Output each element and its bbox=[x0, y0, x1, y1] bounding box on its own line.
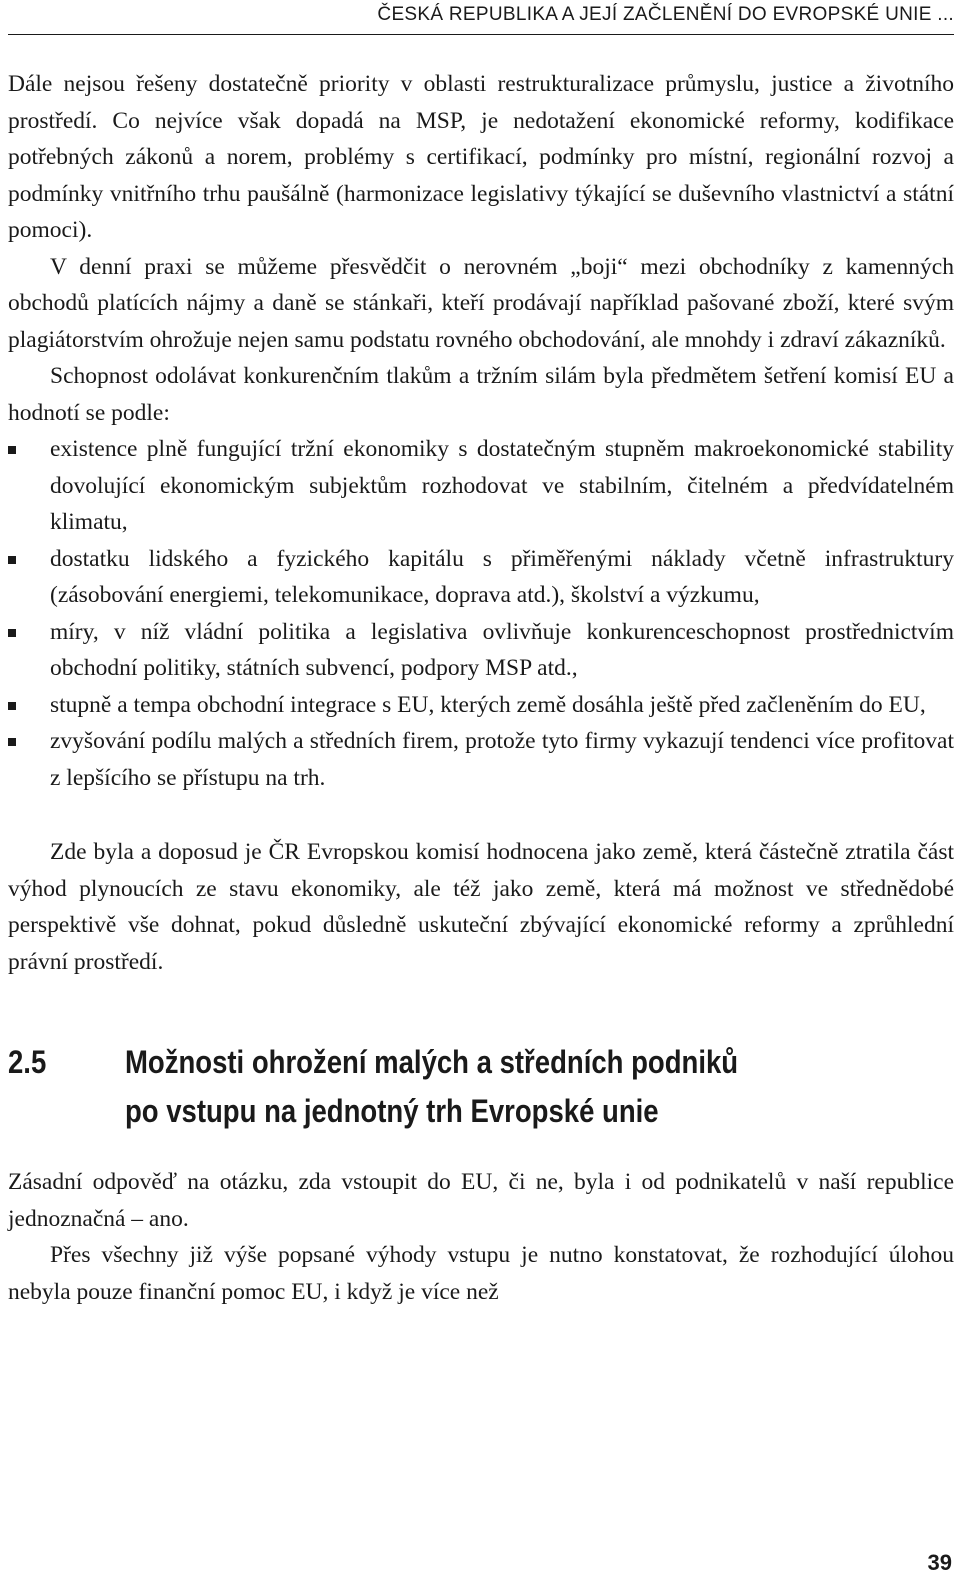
square-bullet-icon bbox=[8, 446, 16, 454]
page-content bbox=[8, 66, 954, 1310]
criteria-list bbox=[8, 431, 954, 796]
square-bullet-icon bbox=[8, 629, 16, 637]
list-item: míry, v níž vládní politika a legislativa ovlivňuje konkurenceschopnost prostřednictvím obchodní politiky, státních subvencí, podpory MSP atd., bbox=[8, 614, 954, 687]
running-header bbox=[8, 4, 954, 35]
list-item: dostatku lidského a fyzického kapitálu s přiměřenými náklady včetně infrastruktury (zásobování energiemi, telekomunikace, doprava atd.), školství a výzkumu, bbox=[8, 541, 954, 614]
paragraph-evaluation: Zde byla a doposud je ČR Evropskou komisí hodnocena jako země, která částečně ztratila část výhod plynoucích ze stavu ekonomiky, ale též jako země, která má možnost ve střednědobé perspektivě vše dohnat, pokud důsledně uskuteční zbývající ekonomické reformy a zprůhlední právní prostředí. bbox=[8, 839, 954, 975]
list-item: zvyšování podílu malých a středních firem, protože tyto firmy vykazují tendenci více profitovat z lepšícího se přístupu na trh. bbox=[8, 723, 954, 796]
list-item: stupně a tempa obchodní integrace s EU, kterých země dosáhla ještě před začleněním do EU, bbox=[8, 687, 954, 724]
paragraph-priorities: Dále nejsou řešeny dostatečně priority v oblasti restrukturalizace průmyslu, justice a životního prostředí. Co nejvíce však dopadá na MSP, je nedotažení ekonomické reformy, kodifikace potřebných zákonů a norem, problémy s certifikací, podmínky pro místní, regionální rozvoj a podmínky vnitřního trhu paušálně (harmonizace legislativy týkající se duševního vlastnictví a státní pomoci). bbox=[8, 71, 954, 243]
square-bullet-icon bbox=[8, 702, 16, 710]
page-number: 39 bbox=[927, 1550, 952, 1575]
section-heading bbox=[8, 1038, 822, 1136]
paragraph-competitiveness: Schopnost odolávat konkurenčním tlakům a tržním silám byla předmětem šetření komisí EU a hodnotí se podle: bbox=[8, 363, 954, 426]
paragraph-advantages: Přes všechny již výše popsané výhody vstupu je nutno konstatovat, že rozhodující úlohou nebyla pouze finanční pomoc EU, i když je více než bbox=[8, 1242, 954, 1305]
section-number: 2.5 bbox=[8, 1044, 47, 1080]
running-title: ČESKÁ REPUBLIKA A JEJÍ ZAČLENĚNÍ DO EVROPSKÉ UNIE ... bbox=[377, 4, 954, 25]
square-bullet-icon bbox=[8, 556, 16, 564]
paragraph-answer: Zásadní odpověď na otázku, zda vstoupit do EU, či ne, byla i od podnikatelů v naší republice jednoznačná – ano. bbox=[8, 1169, 954, 1232]
section-title: Možnosti ohrožení malých a středních podniků po vstupu na jednotný trh Evropské unie bbox=[124, 1044, 739, 1129]
square-bullet-icon bbox=[8, 738, 16, 746]
paragraph-daily-practice: V denní praxi se můžeme přesvědčit o nerovném „boji“ mezi obchodníky z kamenných obchodů platících nájmy a daně se stánkaři, kteří prodávají například pašované zboží, které svým plagiátorstvím ohrožuje nejen samu podstatu rovného obchodování, ale mnohdy i zdraví zákazníků. bbox=[8, 253, 954, 353]
list-item: existence plně fungující tržní ekonomiky s dostatečným stupněm makroekonomické stability dovolující ekonomickým subjektům rozhodovat ve stabilním, čitelném a předvídatelném klimatu, bbox=[8, 431, 954, 541]
